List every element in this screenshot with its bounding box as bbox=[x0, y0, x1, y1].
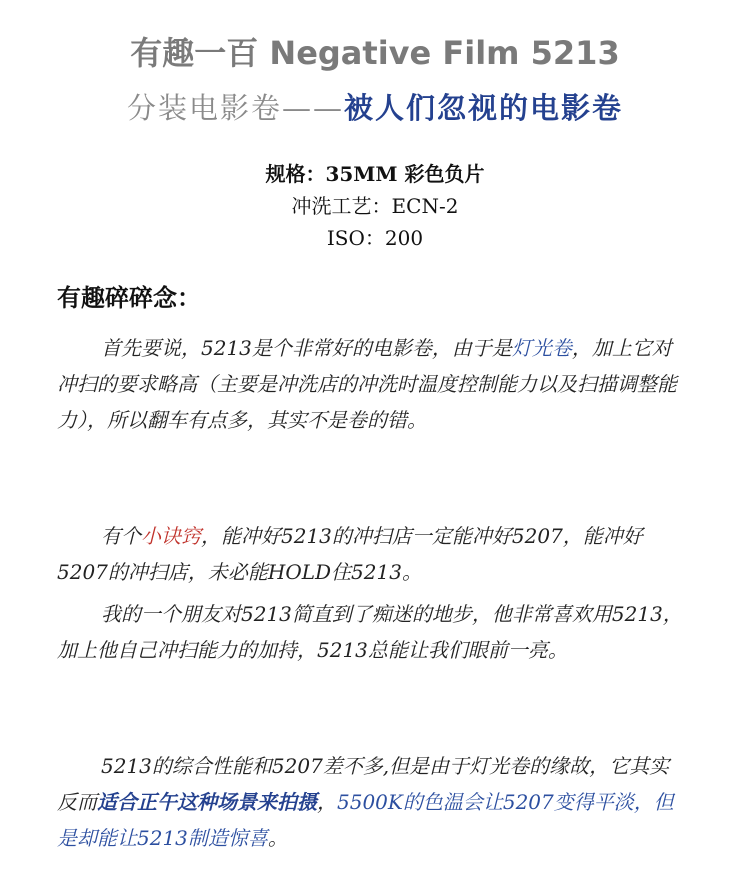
paragraph-1-highlight: 灯光卷 bbox=[511, 336, 572, 360]
spec-format: 规格：35MM 彩色负片 bbox=[265, 162, 485, 186]
subtitle-part-1: 分装电影卷—— bbox=[126, 91, 344, 125]
paragraph-2-text-a: 有个 bbox=[101, 524, 141, 548]
paragraph-1 bbox=[57, 330, 687, 438]
film-specs bbox=[0, 158, 750, 254]
paragraph-3-text: 我的一个朋友对5213简直到了痴迷的地步，他非常喜欢用5213，加上他自己冲扫能力的加持，5213总能让我们眼前一亮。 bbox=[57, 602, 683, 662]
page-subtitle bbox=[0, 86, 750, 127]
paragraph-1-text-a: 首先要说，5213是个非常好的电影卷，由于是 bbox=[101, 336, 512, 360]
paragraph-2 bbox=[57, 518, 687, 590]
paragraph-2-text-b: ，能冲好5213的冲扫店一定能冲好5207，能冲好5207的冲扫店，未必能HOLD住5213。 bbox=[57, 524, 643, 584]
paragraph-3 bbox=[57, 596, 687, 668]
paragraph-4-text-b: ， bbox=[317, 790, 337, 814]
spec-process: 冲洗工艺：ECN-2 bbox=[291, 194, 459, 218]
paragraph-4-highlight-bold: 适合正午这种场景来拍摄 bbox=[97, 790, 317, 814]
spec-iso: ISO：200 bbox=[326, 226, 424, 250]
paragraph-1-text-b: ，加上它对冲扫的要求略高（主要是冲洗店的冲洗时温度控制能力以及扫描调整能力），所以翻车有点多，其实不是卷的错。 bbox=[57, 336, 677, 432]
subtitle-part-2: 被人们忽视的电影卷 bbox=[344, 91, 624, 125]
paragraph-4-text-c: 。 bbox=[267, 826, 288, 850]
paragraph-2-highlight: 小诀窍 bbox=[141, 524, 201, 548]
paragraph-4-text-a: 5213的综合性能和5207差不多,但是由于灯光卷的缘故，它其实反而 bbox=[57, 754, 670, 814]
paragraph-4-highlight-blue: 5500K的色温会让5207变得平淡，但是却能让5213制造惊喜 bbox=[57, 790, 674, 850]
page-title: 有趣一百 Negative Film 5213 bbox=[130, 34, 620, 72]
section-heading: 有趣碎碎念： bbox=[57, 283, 201, 312]
paragraph-4 bbox=[57, 748, 687, 856]
